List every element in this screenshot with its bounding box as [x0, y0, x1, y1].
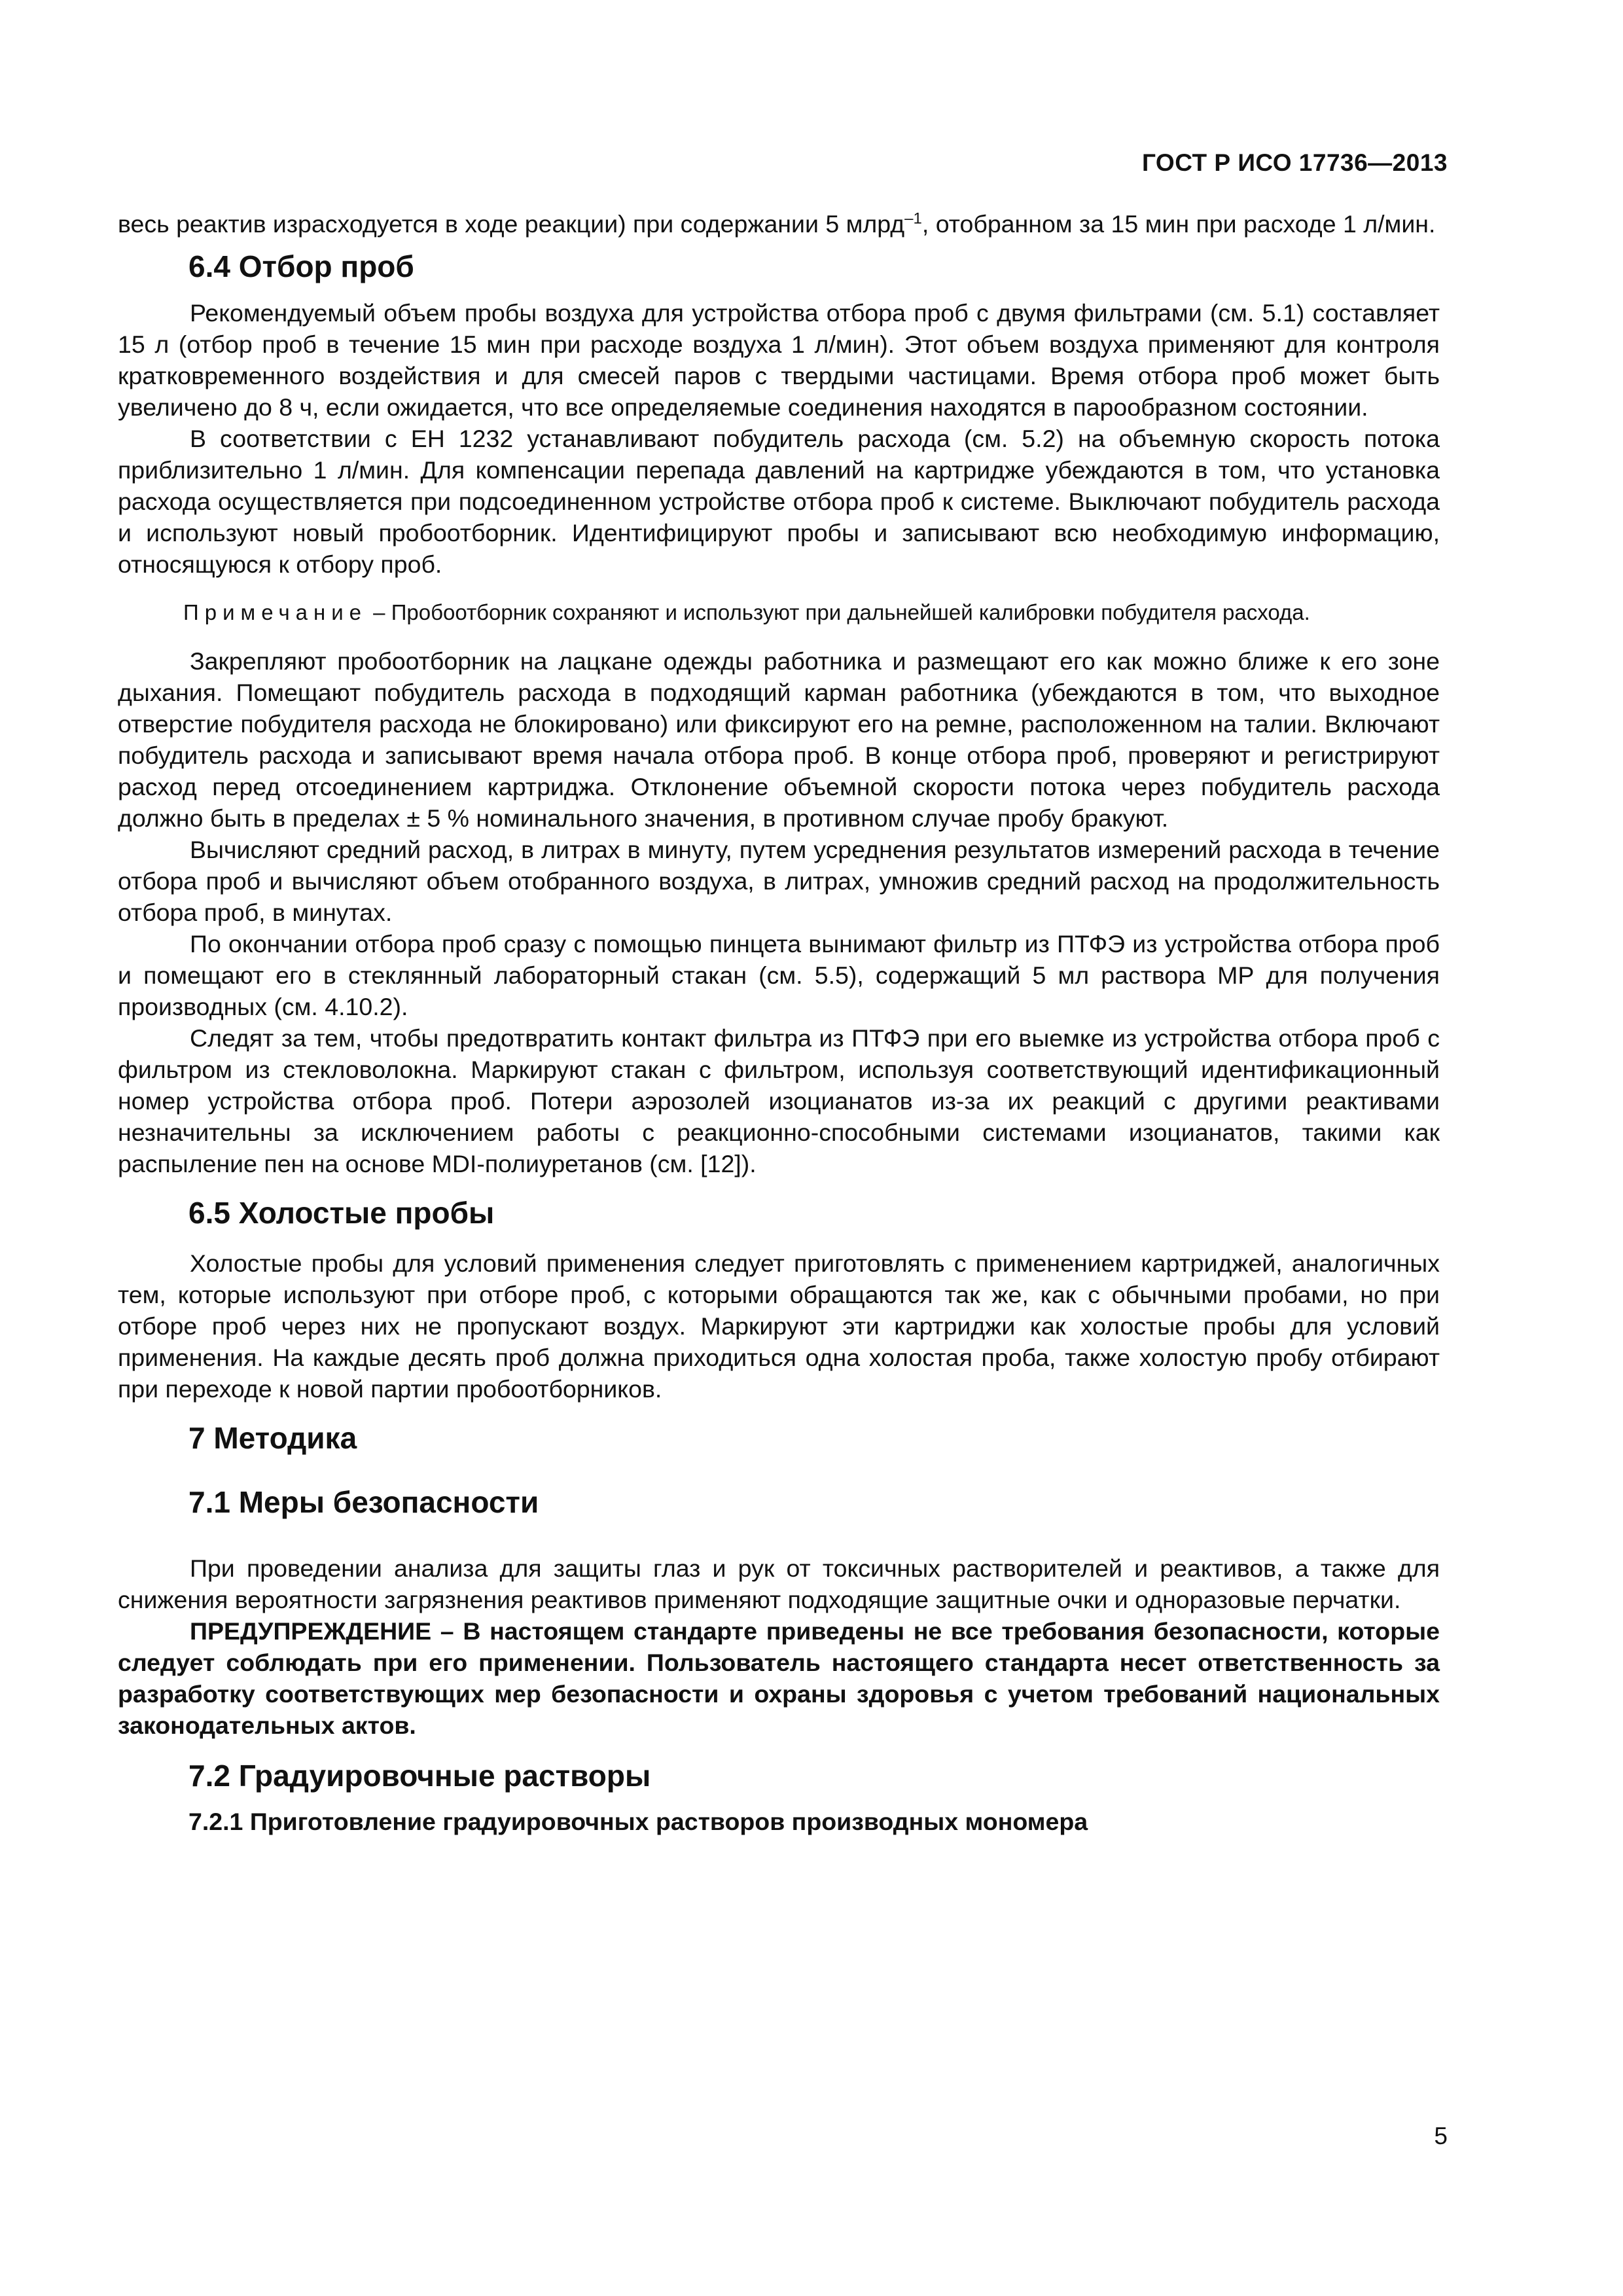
- note-label: Примечание: [183, 600, 368, 624]
- section-6-4-paragraph-2: В соответствии с ЕН 1232 устанавливают побудитель расхода (см. 5.2) на объемную скорость потока приблизительно 1 л/мин. Для компенсации перепада давлений на картридже убеждаются в том, что установка расхода осуществляется при подсоединенном устройстве отбора проб к системе. Выключают побудитель расхода и используют новый пробоотборник. Идентифицируют пробы и записывают всю необходимую информацию, относящуюся к отбору проб.: [118, 425, 1440, 578]
- section-7-2-title: 7.2 Градуировочные растворы: [188, 1759, 651, 1793]
- section-6-4-title: 6.4 Отбор проб: [188, 249, 414, 283]
- page-number: 5: [1434, 2123, 1448, 2149]
- section-7-2-1-title: 7.2.1 Приготовление градуировочных растворов производных мономера: [188, 1808, 1088, 1835]
- safety-warning: ПРЕДУПРЕЖДЕНИЕ – В настоящем стандарте приведены не все требования безопасности, которые следует соблюдать при его применении. Пользователь настоящего стандарта несет ответственность за разработку соответствующих мер безопасности и охраны здоровья с учетом требований национальных законодательных актов.: [118, 1617, 1440, 1739]
- exponent: –1: [904, 209, 922, 228]
- section-6-4-paragraph-3: Закрепляют пробоотборник на лацкане одежды работника и размещают его как можно ближе к его зоне дыхания. Помещают побудитель расхода в подходящий карман работника (убеждаются в том, что выходное отверстие побудителя расхода не блокировано) или фиксируют его на ремне, расположенном на талии. Включают побудитель расхода и записывают время начала отбора проб. В конце отбора проб, проверяют и регистрируют расход перед отсоединением картриджа. Отклонение объемной скорости потока через побудитель расхода должно быть в пределах ± 5 % номинального значения, в противном случае пробу бракуют.: [118, 647, 1440, 832]
- note-paragraph: [118, 598, 1440, 627]
- intro-paragraph: весь реактив израсходуется в ходе реакции) при содержании 5 млрд$^{-1}$, отобранном за 15 мин при расходе 1 л/мин.: [118, 209, 1436, 238]
- section-7-1-paragraph-1: При проведении анализа для защиты глаз и рук от токсичных растворителей и реактивов, а также для снижения вероятности загрязнения реактивов применяют подходящие защитные очки и одноразовые перчатки.: [118, 1554, 1440, 1613]
- section-6-4-paragraph-4: Вычисляют средний расход, в литрах в минуту, путем усреднения результатов измерений расхода в течение отбора проб и вычисляют объем отобранного воздуха, в литрах, умножив средний расход на продолжительность отбора проб, в минутах.: [118, 836, 1440, 926]
- document-id-header: ГОСТ Р ИСО 17736—2013: [1141, 149, 1448, 176]
- section-6-4-paragraph-1: Рекомендуемый объем пробы воздуха для устройства отбора проб с двумя фильтрами (см. 5.1) составляет 15 л (отбор проб в течение 15 мин при расходе воздуха 1 л/мин). Этот объем воздуха применяют для контроля кратковременного воздействия и для смесей паров с твердыми частицами. Время отбора проб может быть увеличено до 8 ч, если ожидается, что все определяемые соединения находятся в парообразном состоянии.: [118, 299, 1440, 421]
- page-content: [118, 208, 1440, 1838]
- section-6-5-paragraph-1: Холостые пробы для условий применения следует приготовлять с применением картриджей, аналогичных тем, которые используют при отборе проб, с которыми обращаются так же, как с обычными пробами, но при отборе проб через них не пропускают воздух. Маркируют эти картриджи как холостые пробы для условий применения. На каждые десять проб должна приходиться одна холостая проба, также холостую пробу отбирают при переходе к новой партии пробоотборников.: [118, 1249, 1440, 1403]
- section-6-4-paragraph-6: Следят за тем, чтобы предотвратить контакт фильтра из ПТФЭ при его выемке из устройства отбора проб с фильтром из стекловолокна. Маркируют стакан с фильтром, используя соответствующий идентификационный номер устройства отбора проб. Потери аэрозолей изоцианатов из-за их реакций с другими реактивами незначительны за исключением работы с реакционно-способными системами изоцианатов, такими как распыление пен на основе MDI-полиуретанов (см. [12]).: [118, 1024, 1440, 1177]
- note-text: – Пробоотборник сохраняют и используют при дальнейшей калибровки побудителя расхода.: [367, 600, 1310, 624]
- section-7-1-title: 7.1 Меры безопасности: [188, 1485, 539, 1519]
- section-7-title: 7 Методика: [188, 1421, 357, 1455]
- section-6-5-title: 6.5 Холостые пробы: [188, 1196, 495, 1230]
- section-6-4-paragraph-5: По окончании отбора проб сразу с помощью пинцета вынимают фильтр из ПТФЭ из устройства отбора проб и помещают его в стеклянный лабораторный стакан (см. 5.5), содержащий 5 мл раствора МР для получения производных (см. 4.10.2).: [118, 930, 1440, 1020]
